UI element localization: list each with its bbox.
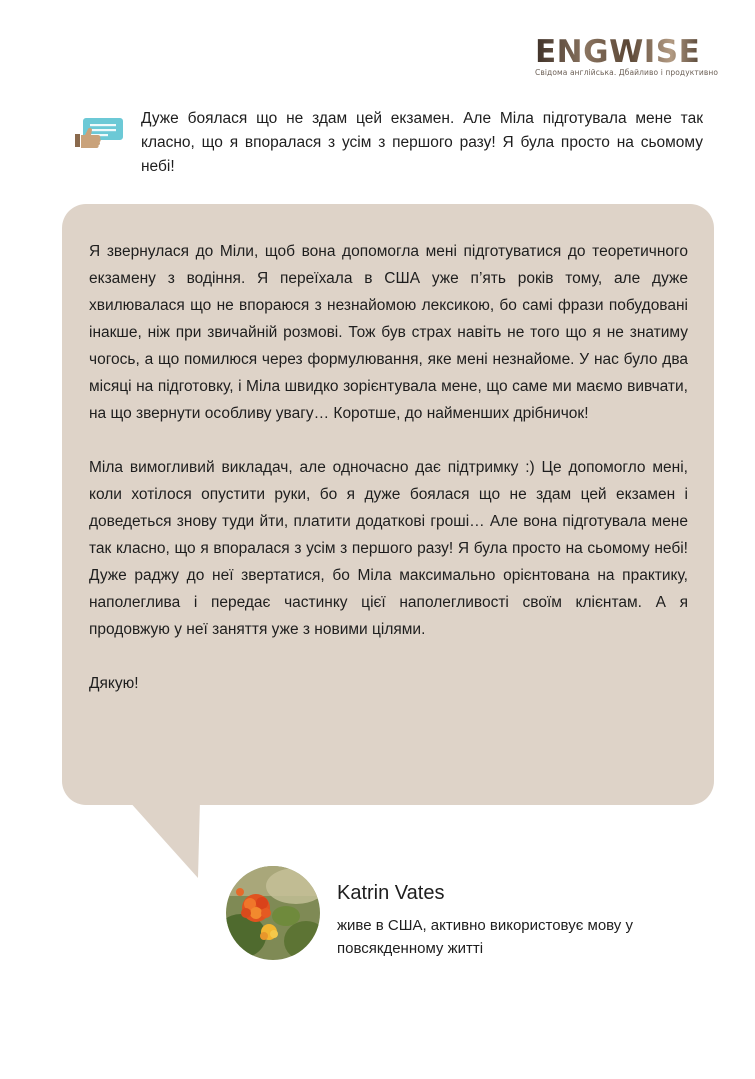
author-avatar <box>226 866 320 960</box>
flower-photo <box>226 866 320 960</box>
review-text <box>89 238 688 697</box>
review-paragraph: Я звернулася до Міли, щоб вона допомогла мені підготуватися до теоретичного екзамену з водіння. Я переїхала в США уже п’ять років тому, але дуже хвилювалася що не впораюся з незнайомою лексикою, бо самі фрази побудовані інакше, ніж при звичайній розмові. Тож був страх навіть не того що я не знатиму чогось, а що помилюся через формулювання, яке мені незнайоме. У нас було два місяці на підготовку, і Міла швидко зорієнтувала мене, що саме ми маємо вивчати, на що звернути особливу увагу… Коротше, до найменших дрібничок! <box>89 243 688 422</box>
review-thanks: Дякую! <box>89 675 139 692</box>
logo-tagline: Свідома англійська. Дбайливо і продуктивно <box>535 68 719 77</box>
review-paragraph: Міла вимогливий викладач, але одночасно дає підтримку :) Це допомогло мені, коли хотілося опустити руки, бо я дуже боялася що не здам цей екзамен і доведеться знову туди йти, платити додаткові гроші… Але вона підготувала мене так класно, що я впоралася з усім з першого разу! Я була просто на сьомому небі! Дуже раджу до неї звертатися, бо Міла максимально орієнтована на практику, наполеглива і передає частинку цієї наполегливості своїм клієнтам. А я продовжую у неї заняття уже з новими цілями. <box>89 459 688 638</box>
brand-logo <box>535 34 719 77</box>
author-name: Katrin Vates <box>337 882 445 904</box>
logo-wordmark: ENGWISE <box>535 36 705 68</box>
author-description: живе в США, активно використовує мову у повсякденному житті <box>337 917 633 957</box>
chat-thumbs-up-icon <box>74 115 124 151</box>
intro-quote: Дуже боялася що не здам цей екзамен. Але Міла підготувала мене так класно, що я впоралася з усім з першого разу! Я була просто на сьомому небі! <box>141 110 703 175</box>
